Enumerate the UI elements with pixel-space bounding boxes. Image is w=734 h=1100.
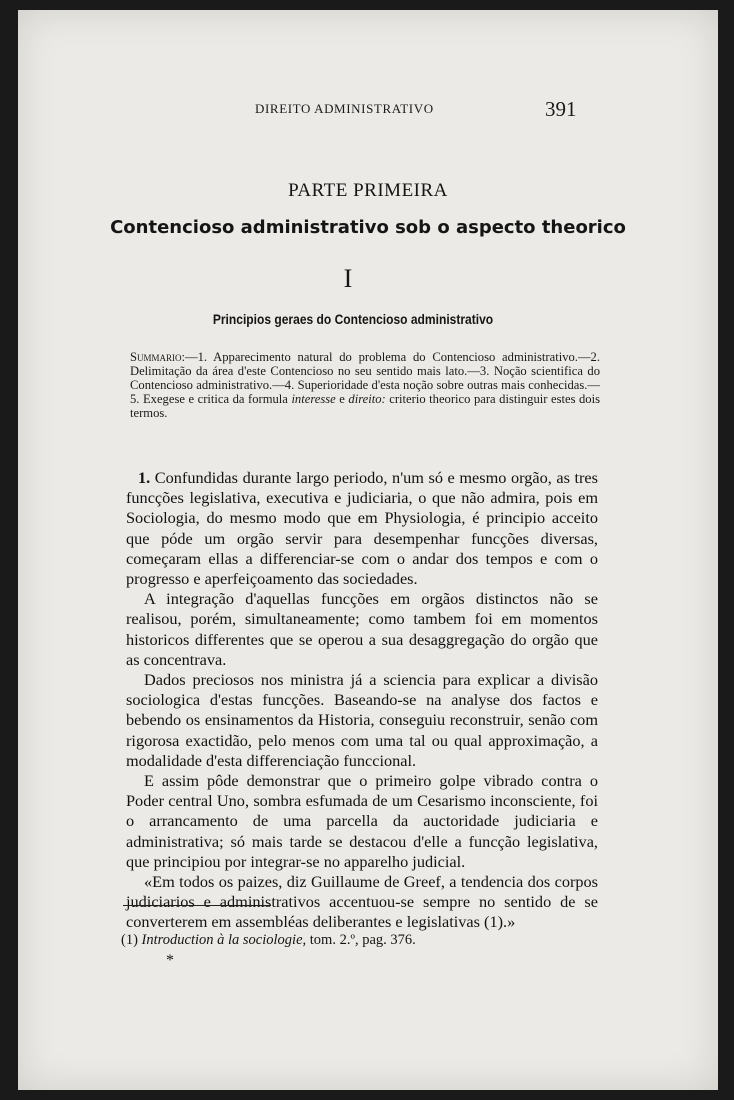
chapter-numeral: I [343, 264, 353, 293]
footnote-marker: (1) [121, 932, 138, 948]
summary-term-direito: direito: [348, 392, 386, 406]
book-page [18, 10, 718, 1090]
signature-mark: * [166, 952, 174, 969]
footnote-detail: tom. 2.º, pag. 376. [309, 932, 416, 948]
footnote-rule [123, 905, 271, 906]
paragraph-1 [126, 468, 598, 589]
part-title: PARTE PRIMEIRA [288, 180, 448, 201]
summary-block [130, 350, 600, 420]
summary-text: :—1. Apparecimento natural do problema do Contencioso administrativo.—2. Delimitação da área d'este Contencioso no seu sentido mais lato.—3. Noção scientifica do Contencioso administrativo.—4. Superioridade d'esta noção sobre outras mais conhecidas.—5. Exegese e critica da formula [130, 350, 600, 406]
page-number: 391 [545, 97, 577, 121]
footnote-title: Introduction à la sociologie, [141, 932, 307, 948]
summary-term-interesse: interesse [291, 392, 336, 406]
summary-tail: criterio theorico para distinguir estes dois termos. [130, 392, 601, 420]
paragraph-text: Confundidas durante largo periodo, n'um só e mesmo orgão, as tres funcções legislativa, executiva e judiciaria, o que não admira, pois em Sociologia, do mesmo modo que em Physiologia, é principio acceito que póde um orgão servir para desempenhar funcções diversas, começaram ellas a differenciar-se com o andar dos tempos e com o progresso e aperfeiçoamento das sociedades. [126, 468, 598, 589]
summary-label: Summario [130, 350, 182, 364]
paragraph-4: E assim pôde demonstrar que o primeiro golpe vibrado contra o Poder central Uno, sombra esfumada de um Cesarismo inconsciente, foi o arrancamento de uma parcella da auctoridade judiciaria e administrativa; só mais tarde se destacou d'elle a funcção legislativa, que principiou por integrar-se no apparelho judicial. [126, 771, 598, 871]
chapter-subtitle: Contencioso administrativo sob o aspecto theorico [110, 217, 626, 238]
running-title: DIREITO ADMINISTRATIVO [255, 101, 434, 116]
footnote [121, 932, 601, 949]
section-title: Principios geraes do Contencioso administrativo [212, 311, 494, 327]
paragraph-number: 1. [138, 468, 151, 487]
body-text [126, 468, 598, 933]
paragraph-5: «Em todos os paizes, diz Guillaume de Greef, a tendencia dos corpos judiciarios e administrativos accentuou-se sempre no sentido de se converterem em assembléas deliberantes e legislativas (1).» [126, 872, 598, 932]
summary-connector: e [335, 392, 349, 406]
paragraph-3: Dados preciosos nos ministra já a sciencia para explicar a divisão sociologica d'estas funcções. Baseando-se na analyse dos factos e bebendo os ensinamentos da Historia, conseguiu reconstruir, senão com rigorosa exactidão, pelo menos com uma tal ou qual approximação, a modalidade d'esta differenciação funccional. [126, 670, 598, 770]
paragraph-2: A integração d'aquellas funcções em orgãos distinctos não se realisou, porém, simultaneamente; como tambem foi em momentos historicos differentes que se operou a sua desaggregação do orgão que as concentrava. [126, 589, 598, 669]
running-head [18, 97, 718, 121]
